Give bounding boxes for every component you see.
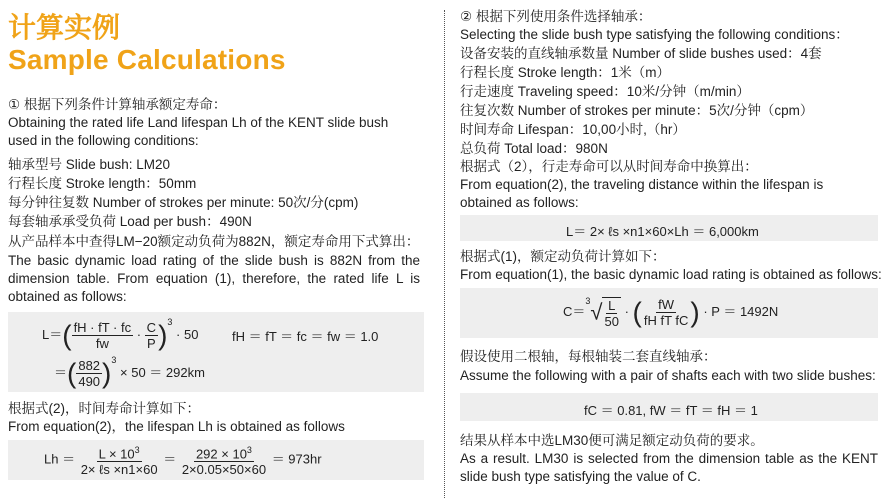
dynamic-load-heading-cn: 根据式(1)，额定动负荷计算如下： [460, 249, 666, 264]
condition-rating-note: 从产品样本中查得LM−20额定动负荷为882N，额定寿命用下式算出： [8, 234, 420, 249]
section1-intro: Obtaining the rated life Land lifespan Lh of the KENT slide bush used in the following conditions: [8, 115, 389, 148]
column-divider [444, 10, 445, 498]
section2-line-7: 根据式（2），行走寿命可以从时间寿命中换算出： [460, 159, 758, 174]
condition-strokes-per-minute: 每分钟往复数 Number of strokes per minute: 50次/分(cpm) [8, 195, 359, 210]
section2-heading: ② 根据下列使用条件选择轴承： [460, 9, 652, 24]
section2-line-3: 行走速度 Traveling speed：10米/分钟（m/min） [460, 84, 750, 99]
traveling-distance-paragraph: From equation(2), the traveling distance within the lifespan is obtained as follows: [460, 177, 824, 210]
section1-heading: ① 根据下列条件计算轴承额定寿命： [8, 97, 227, 112]
condition-slide-bush: 轴承型号 Slide bush: LM20 [8, 157, 171, 172]
page-title-en: Sample Calculations [8, 44, 286, 75]
formula-rated-life-line1: L＝( $\frac{fH \cdot fT \cdot fc}{fw}$ · $\frac{C}{P}$ )$^3$ · 50 [42, 317, 199, 352]
pair-shafts-heading-cn: 假设使用二根轴，每根轴装二套直线轴承： [460, 349, 717, 364]
section2-line-1: 设备安装的直线轴承数量 Number of slide bushes used：4套 [460, 46, 822, 61]
rated-life-paragraph: The basic dynamic load rating of the slide bush is 882N from the dimension table. From equation (1), therefore, the rated life L is obtained as follows: [8, 253, 420, 304]
lifespan-heading-en: From equation(2)，the lifespan Lh is obtained as follows [8, 419, 345, 434]
formula-dynamic-load: C＝$^3$√ $\frac{L}{50}$ · ( $\frac{fW}{\text{fH fT fC}}$ ) · P ＝ 1492N [563, 296, 779, 329]
page-title-cn: 计算实例 [8, 11, 121, 44]
section2-line-4: 往复次数 Number of strokes per minute：5次/分钟（cpm） [460, 103, 814, 118]
formula-lifespan: Lh ＝ $\frac{L \times 10^3}{\text{2× ℓs ×n1×60}}$ ＝ $\frac{292 \times 10^3}{2\times 0.05\times 50\times 60}$ ＝ 973hr [44, 445, 322, 478]
dynamic-load-heading-en: From equation(1), the basic dynamic load rating is obtained as follows: [460, 267, 882, 282]
result-cn: 结果从样本中选LM30便可满足额定动负荷的要求。 [460, 433, 764, 448]
section2-line-5: 时间寿命 Lifespan：10,00小时,（hr） [460, 122, 686, 137]
formula-rated-life-line2: ＝( $\frac{882}{490}$ )$^3$ × 50 ＝ 292km [54, 355, 205, 390]
condition-load: 每套轴承承受负荷 Load per bush：490N [8, 214, 252, 229]
pair-shafts-heading-en: Assume the following with a pair of shafts each with two slide bushes: [460, 368, 876, 383]
section2-line-6: 总负荷 Total load：980N [460, 141, 608, 156]
formula-traveling-distance: L＝ 2× ℓs ×n1×60×Lh ＝ 6,000km [566, 224, 759, 239]
formula-factor-values: fC ＝ 0.81, fW ＝ fT ＝ fH ＝ 1 [584, 403, 758, 418]
condition-stroke-length: 行程长度 Stroke length：50mm [8, 176, 197, 191]
section2-line-2: 行程长度 Stroke length：1米（m） [460, 65, 671, 80]
result-en: As a result. LM30 is selected from the dimension table as the KENT slide bush type satisfying the value of C. [460, 451, 878, 484]
formula-factors: fH ＝ fT ＝ fc ＝ fw ＝ 1.0 [232, 329, 379, 344]
section2-line-0: Selecting the slide bush type satisfying the following conditions： [460, 27, 849, 42]
lifespan-heading-cn: 根据式(2)，时间寿命计算如下： [8, 401, 200, 416]
